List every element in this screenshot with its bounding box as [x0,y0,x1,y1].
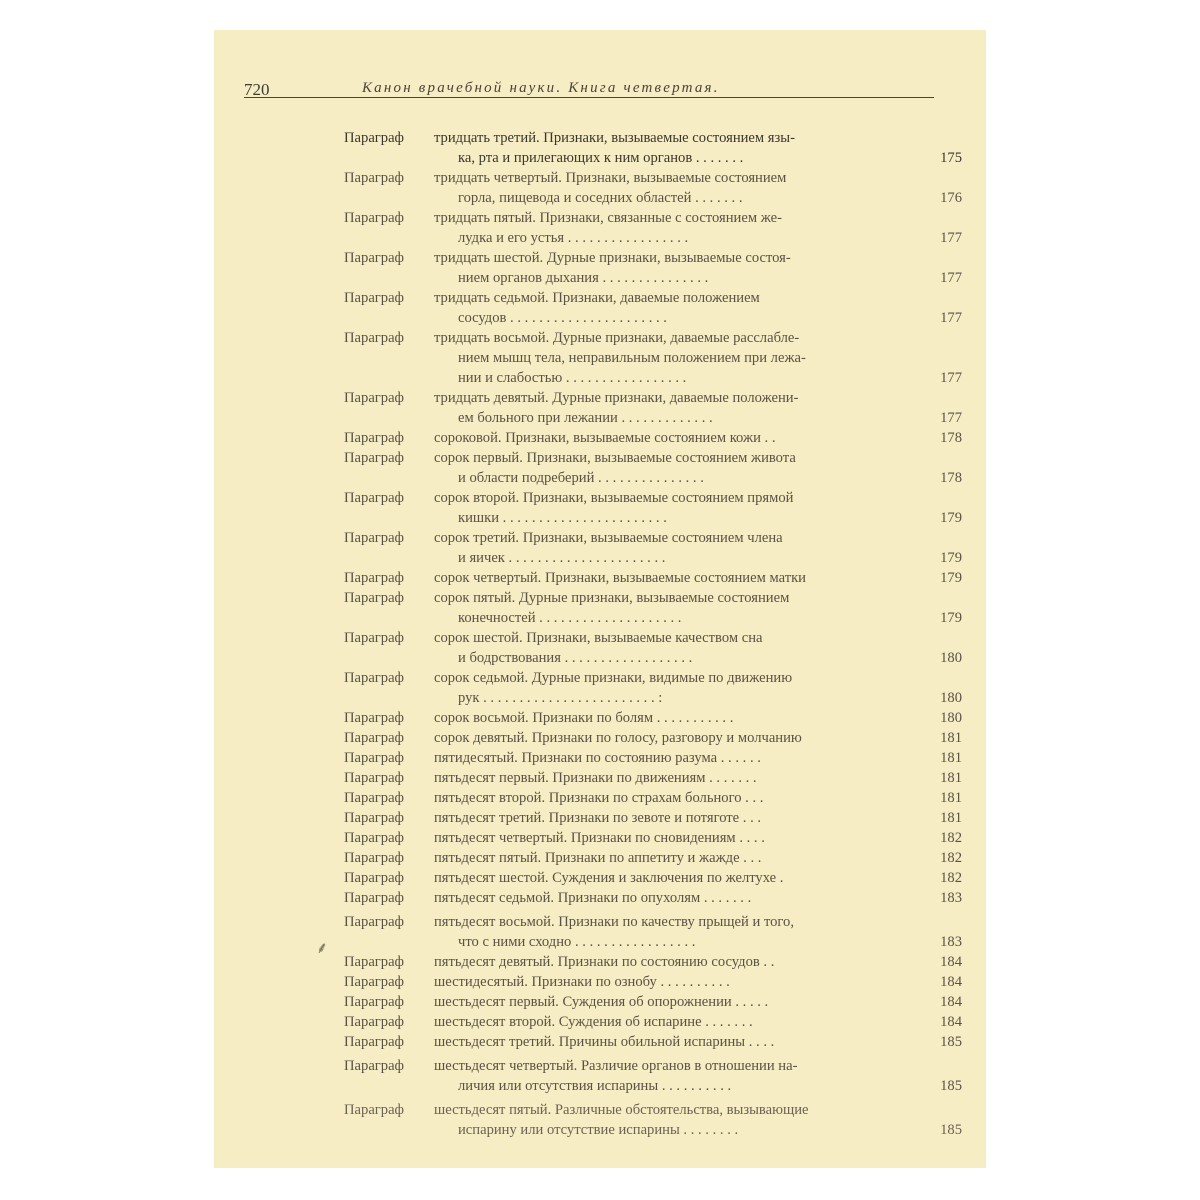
toc-entry-label: Параграф [344,570,405,586]
toc-entry-page: 181 [940,750,962,766]
toc-entry-line: тридцать третий. Признаки, вызываемые состоянием язы- [434,130,795,146]
toc-entry-line: испарину или отсутствие испарины . . . . . . . . [458,1122,739,1138]
toc-entry-page: 181 [940,730,962,746]
toc-entry [344,888,962,908]
toc-entry [344,328,962,388]
toc-entry-page: 179 [940,570,962,586]
toc-entry-label: Параграф [344,914,405,930]
toc-entry-page: 176 [940,190,962,206]
toc-entry [344,588,962,628]
toc-entry-title [434,868,904,888]
toc-entry-page: 177 [940,370,962,386]
toc-entry-line: сорок седьмой. Дурные признаки, видимые по движению [434,670,793,686]
toc-entry-title [434,448,904,488]
toc-entry-page: 179 [940,610,962,626]
toc-entry [344,868,962,888]
toc-entry-line: конечностей . . . . . . . . . . . . . . . . . . . . [458,610,682,626]
toc-entry-line: личия или отсутствия испарины . . . . . . . . . . [458,1078,732,1094]
toc-entry-line: тридцать пятый. Признаки, связанные с состоянием же- [434,210,782,226]
toc-entry-page: 179 [940,550,962,566]
toc-entry-page: 178 [940,430,962,446]
toc-entry-page: 184 [940,954,962,970]
toc-entry-title [434,708,904,728]
toc-entry-line: пятьдесят второй. Признаки по страхам больного . . . [434,790,764,806]
toc-entry-line: шестьдесят пятый. Различные обстоятельства, вызывающие [434,1102,809,1118]
toc-entry-line: и области подреберий . . . . . . . . . . . . . . . [458,470,704,486]
toc-entry [344,168,962,208]
toc-entry-label: Параграф [344,130,405,146]
toc-entry-line: сосудов . . . . . . . . . . . . . . . . . . . . . . [458,310,667,326]
running-title: Канон врачебной науки. Книга четвертая. [362,80,720,96]
toc-entry-line: пятьдесят первый. Признаки по движениям . . . . . . . [434,770,757,786]
page-header [244,80,934,102]
toc-entry [344,912,962,952]
toc-entry [344,972,962,992]
toc-entry [344,788,962,808]
toc-entry-title [434,248,904,288]
toc-entry-title [434,388,904,428]
toc-entry-label: Параграф [344,870,405,886]
toc-entry-page: 179 [940,510,962,526]
toc-entry-page: 181 [940,770,962,786]
toc-entry-title [434,1032,904,1052]
toc-entry-line: нием органов дыхания . . . . . . . . . . . . . . . [458,270,709,286]
toc-entry-line: тридцать седьмой. Признаки, даваемые положением [434,290,760,306]
toc-entry-line: сорок четвертый. Признаки, вызываемые состоянием матки [434,570,806,586]
toc-entry-label: Параграф [344,630,405,646]
toc-entry-label: Параграф [344,830,405,846]
toc-entry-title [434,848,904,868]
toc-entry [344,1056,962,1096]
toc-entry-line: кишки . . . . . . . . . . . . . . . . . . . . . . . [458,510,667,526]
toc-entry-page: 175 [940,150,962,166]
toc-entry-title [434,952,904,972]
toc-entry-label: Параграф [344,670,405,686]
toc-entry-label: Параграф [344,890,405,906]
toc-entry-page: 178 [940,470,962,486]
toc-entry-label: Параграф [344,390,405,406]
toc-entry [344,952,962,972]
toc-entry-line: сорок шестой. Признаки, вызываемые качеством сна [434,630,763,646]
toc-entry [344,448,962,488]
toc-entry-label: Параграф [344,730,405,746]
toc-entry-title [434,828,904,848]
margin-mark: ⸙ [316,938,329,957]
toc-entry [344,488,962,528]
toc-entry-title [434,912,904,952]
toc-entry-line: ка, рта и прилегающих к ним органов . . . . . . . [458,150,744,166]
toc-entry-title [434,1100,904,1140]
toc-entry-title [434,992,904,1012]
toc-entry-title [434,568,904,588]
toc-entry-page: 183 [940,934,962,950]
toc-entry-line: сорок третий. Признаки, вызываемые состоянием члена [434,530,783,546]
toc-entry-line: что с ними сходно . . . . . . . . . . . . . . . . . [458,934,696,950]
toc-entry-line: сорок восьмой. Признаки по болям . . . . . . . . . . . [434,710,734,726]
page-number: 720 [244,80,270,99]
toc-entry-label: Параграф [344,290,405,306]
toc-entry-line: шестьдесят первый. Суждения об опорожнении . . . . . [434,994,769,1010]
toc-entry-title [434,668,904,708]
toc-entry-line: и бодрствования . . . . . . . . . . . . . . . . . . [458,650,693,666]
toc-entry-page: 184 [940,994,962,1010]
toc-entry-page: 184 [940,974,962,990]
toc-entry-label: Параграф [344,954,405,970]
toc-entry-line: ем больного при лежании . . . . . . . . . . . . . [458,410,713,426]
toc-entry-label: Параграф [344,330,405,346]
toc-entry-label: Параграф [344,850,405,866]
toc-entry-line: пятьдесят пятый. Признаки по аппетиту и жажде . . . [434,850,762,866]
toc-entry-line: тридцать девятый. Дурные признаки, даваемые положени- [434,390,799,406]
toc-entry-line: шестьдесят второй. Суждения об испарине . . . . . . . [434,1014,753,1030]
toc-entry-page: 185 [940,1078,962,1094]
toc-entry-line: пятьдесят седьмой. Признаки по опухолям . . . . . . . [434,890,752,906]
toc-entry-title [434,428,904,448]
toc-entry-page: 180 [940,650,962,666]
toc-entry-line: пятьдесят шестой. Суждения и заключения по желтухе . [434,870,784,886]
toc-entry-line: сорок второй. Признаки, вызываемые состоянием прямой [434,490,794,506]
toc-entry-line: шестьдесят четвертый. Различие органов в отношении на- [434,1058,798,1074]
toc-entry-title [434,528,904,568]
toc-entry [344,992,962,1012]
toc-entry-line: лудка и его устья . . . . . . . . . . . . . . . . . [458,230,689,246]
toc-entry-label: Параграф [344,170,405,186]
toc-entry-line: тридцать восьмой. Дурные признаки, даваемые расслабле- [434,330,800,346]
toc-entry [344,808,962,828]
toc-entry-page: 177 [940,270,962,286]
toc-entry-line: пятьдесят четвертый. Признаки по сновидениям . . . . [434,830,765,846]
toc-entry-label: Параграф [344,974,405,990]
toc-entry [344,668,962,708]
toc-entry-title [434,168,904,208]
toc-entry-page: 185 [940,1122,962,1138]
toc-entry-label: Параграф [344,1058,405,1074]
toc-entry-page: 180 [940,690,962,706]
toc-entry-line: пятьдесят восьмой. Признаки по качеству прыщей и того, [434,914,794,930]
toc-entry-title [434,768,904,788]
toc-entry [344,208,962,248]
toc-entry [344,128,962,168]
toc-entry-label: Параграф [344,210,405,226]
toc-entry-label: Параграф [344,450,405,466]
toc-entry-label: Параграф [344,530,405,546]
toc-entry [344,1012,962,1032]
toc-entry [344,728,962,748]
toc-entry-label: Параграф [344,994,405,1010]
toc-entry [344,248,962,288]
toc-entry-page: 177 [940,230,962,246]
toc-entry-label: Параграф [344,430,405,446]
toc-entry [344,1032,962,1052]
toc-entry-title [434,1012,904,1032]
toc-entry [344,388,962,428]
toc-entry-label: Параграф [344,1014,405,1030]
toc-entry-label: Параграф [344,490,405,506]
toc-entry-line: рук . . . . . . . . . . . . . . . . . . . . . . . . : [458,690,663,706]
toc-entry-title [434,328,904,388]
toc-entry-page: 182 [940,870,962,886]
toc-entry-title [434,1056,904,1096]
toc-entry-label: Параграф [344,710,405,726]
toc-entry-title [434,748,904,768]
toc-entry-label: Параграф [344,250,405,266]
toc-entry [344,848,962,868]
toc-entry-page: 184 [940,1014,962,1030]
toc-entry-page: 180 [940,710,962,726]
toc-entry-title [434,288,904,328]
toc-entry [344,768,962,788]
toc-entry-label: Параграф [344,590,405,606]
toc-entry [344,628,962,668]
toc-entry-line: пятидесятый. Признаки по состоянию разума . . . . . . [434,750,761,766]
toc-entry-title [434,788,904,808]
toc-entry [344,568,962,588]
toc-entry-label: Параграф [344,770,405,786]
table-of-contents [344,128,962,1140]
toc-entry-page: 182 [940,830,962,846]
toc-entry-line: пятьдесят третий. Признаки по зевоте и потяготе . . . [434,810,762,826]
toc-entry-line: сорок пятый. Дурные признаки, вызываемые состоянием [434,590,790,606]
toc-entry-line: шестьдесят третий. Причины обильной испарины . . . . [434,1034,775,1050]
toc-entry-title [434,972,904,992]
toc-entry-page: 181 [940,810,962,826]
toc-entry-line: шестидесятый. Признаки по ознобу . . . . . . . . . . [434,974,730,990]
toc-entry [344,528,962,568]
toc-entry-line: и яичек . . . . . . . . . . . . . . . . . . . . . . [458,550,666,566]
toc-entry-line: сорок первый. Признаки, вызываемые состоянием живота [434,450,796,466]
toc-entry [344,748,962,768]
toc-entry-label: Параграф [344,810,405,826]
book-page [214,30,986,1168]
toc-entry-title [434,488,904,528]
toc-entry-line: тридцать четвертый. Признаки, вызываемые состоянием [434,170,787,186]
toc-entry [344,428,962,448]
toc-entry [344,1100,962,1140]
toc-entry-title [434,728,904,748]
toc-entry-line: сорок девятый. Признаки по голосу, разговору и молчанию [434,730,802,746]
toc-entry-title [434,588,904,628]
toc-entry-title [434,208,904,248]
toc-entry-page: 181 [940,790,962,806]
toc-entry-line: горла, пищевода и соседних областей . . . . . . . [458,190,743,206]
toc-entry-line: нием мышц тела, неправильным положением при лежа- [458,350,806,366]
toc-entry-page: 182 [940,850,962,866]
toc-entry-label: Параграф [344,1034,405,1050]
header-rule [244,97,934,98]
toc-entry-label: Параграф [344,790,405,806]
toc-entry-line: нии и слабостью . . . . . . . . . . . . . . . . . [458,370,687,386]
toc-entry-page: 185 [940,1034,962,1050]
toc-entry-page: 177 [940,310,962,326]
toc-entry-title [434,808,904,828]
toc-entry-line: пятьдесят девятый. Признаки по состоянию сосудов . . [434,954,775,970]
toc-entry [344,828,962,848]
toc-entry-line: тридцать шестой. Дурные признаки, вызываемые состоя- [434,250,791,266]
toc-entry-title [434,128,904,168]
toc-entry-page: 177 [940,410,962,426]
toc-entry-label: Параграф [344,1102,405,1118]
toc-entry-title [434,888,904,908]
toc-entry [344,288,962,328]
toc-entry-page: 183 [940,890,962,906]
toc-entry [344,708,962,728]
toc-entry-label: Параграф [344,750,405,766]
toc-entry-title [434,628,904,668]
toc-entry-line: сороковой. Признаки, вызываемые состоянием кожи . . [434,430,776,446]
